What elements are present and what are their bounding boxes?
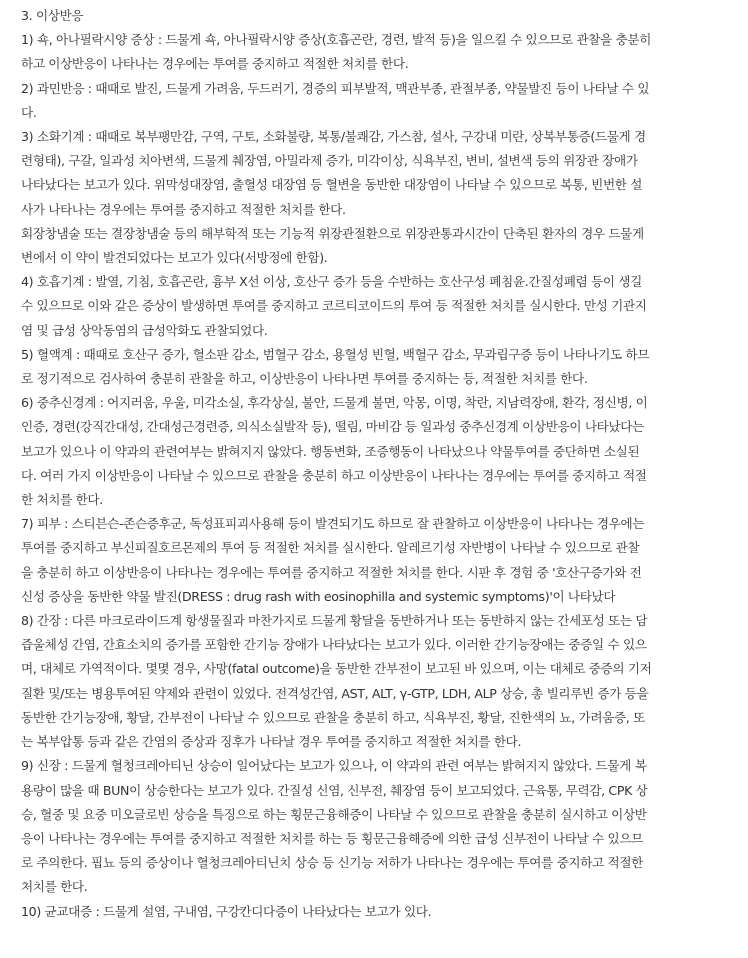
- text-line: 처치를 한다.: [21, 879, 88, 895]
- text-line: 회장창냄술 또는 결장창냄술 등의 해부학적 또는 기능적 위장관절환으로 위장관통과시간이 단축된 환자의 경우 드물게: [21, 225, 644, 241]
- text-line: 나타났다는 보고가 있다. 위막성대장염, 출혈성 대장염 등 혈변을 동반한 대장염이 나타날 수 있으므로 복통, 빈번한 설: [21, 177, 643, 193]
- text-line: 용량이 많을 때 BUN이 상승한다는 보고가 있다. 간질성 신염, 신부전, 췌장염 등이 보고되었다. 근육통, 무력감, CPK 상: [21, 782, 648, 798]
- text-line: 며, 대체로 가역적이다. 몇몇 경우, 사망(fatal outcome)을 동반한 간부전이 보고된 바 있으며, 이는 대체로 중증의 기저: [21, 661, 652, 677]
- text-line: 즙울체성 간염, 간효소치의 증가를 포함한 간기능 장애가 나타났다는 보고가 있다. 이러한 간기능장애는 중증일 수 있으: [21, 637, 647, 653]
- text-line: 다.: [21, 104, 37, 120]
- text-line: 하고 이상반응이 나타나는 경우에는 투여를 중지하고 적절한 처치를 한다.: [21, 56, 409, 72]
- text-line: 염 및 급성 상악동염의 급성악화도 관찰되었다.: [21, 322, 268, 338]
- text-line: 수 있으므로 이와 같은 증상이 발생하면 투여를 중지하고 코르티코이드의 투여 등 적절한 처치를 실시한다. 만성 기관지: [21, 298, 647, 314]
- text-line: 3) 소화기계 : 때때로 복부팽만감, 구역, 구토, 소화불량, 복통/불쾌감, 가스참, 설사, 구강내 미란, 상복부통증(드물게 경: [21, 129, 646, 145]
- text-line: 변에서 이 약이 발견되었다는 보고가 있다(서방정에 한함).: [21, 250, 328, 266]
- text-line: 동반한 간기능장애, 황달, 간부전이 나타날 수 있으므로 관찰을 충분히 하고, 식욕부진, 황달, 진한색의 뇨, 가려움증, 또: [21, 709, 645, 725]
- text-line: 2) 과민반응 : 때때로 발진, 드물게 가려움, 두드러기, 경증의 피부발적, 맥관부종, 관절부종, 약물발진 등이 나타날 수 있: [21, 80, 650, 96]
- text-line: 6) 중추신경계 : 어지러움, 우울, 미각소실, 후각상실, 불안, 드물게 불면, 악몽, 이명, 착란, 지남력장애, 환각, 정신병, 이: [21, 395, 648, 411]
- text-line: 승, 혈중 및 요중 미오글로빈 상승을 특징으로 하는 횡문근융해증이 나타날 수 있으므로 관찰을 충분히 실시하고 이상반: [21, 806, 647, 822]
- text-line: 10) 균교대증 : 드물게 설염, 구내염, 구강칸디다증이 나타났다는 보고가 있다.: [21, 903, 432, 919]
- text-line: 사가 나타나는 경우에는 투여를 중지하고 적절한 처치를 한다.: [21, 201, 346, 217]
- text-line: 신성 증상을 동반한 약물 발진(DRESS : drug rash with eosinophilla and systemic symptoms)'이 나타났다: [21, 588, 616, 604]
- text-line: 4) 호흡기계 : 발열, 기침, 호흡곤란, 흉부 X선 이상, 호산구 증가 등을 수반하는 호산구성 폐침윤.간질성폐렴 등이 생길: [21, 274, 642, 290]
- text-line: 한 처치를 한다.: [21, 492, 103, 508]
- text-line: 는 복부압통 등과 같은 간염의 증상과 징후가 나타날 경우 투여를 중지하고 적절한 처치를 한다.: [21, 734, 522, 750]
- text-line: 1) 쇽, 아나필락시양 증상 : 드물게 쇽, 아나필락시양 증상(호흡곤란, 경련, 발적 등)을 일으킬 수 있으므로 관찰을 충분히: [21, 32, 652, 48]
- text-line: 투여를 중지하고 부신피질호르몬제의 투여 등 적절한 처치를 실시한다. 알레르기성 자반병이 나타날 수 있으므로 관찰: [21, 540, 640, 556]
- text-line: 련형태), 구갈, 일과성 치아변색, 드물게 췌장염, 아밀라제 증가, 미각이상, 식욕부진, 변비, 설변색 등의 위장관 장애가: [21, 153, 638, 169]
- text-line: 8) 간장 : 다른 마크로라이드계 항생물질과 마찬가지로 드물게 황달을 동반하거나 또는 동반하지 않는 간세포성 또는 담: [21, 613, 648, 629]
- text-line: 7) 피부 : 스티븐슨-존슨증후군, 독성표피괴사용해 등이 발견되기도 하므로 잘 관찰하고 이상반응이 나타나는 경우에는: [21, 516, 645, 532]
- text-line: 로 정기적으로 검사하여 충분히 관찰을 하고, 이상반응이 나타나면 투여를 중지하는 등, 적절한 처치를 한다.: [21, 371, 588, 387]
- text-line: 질환 및/또는 병용투여된 약제와 관련이 있었다. 전격성간염, AST, ALT, γ-GTP, LDH, ALP 상승, 총 빌리루빈 증가 등을: [21, 685, 649, 701]
- text-line: 인증, 경련(강직간대성, 간대성근경련증, 의식소실발작 등), 떨림, 마비감 등 일과성 중추신경계 이상반응이 나타났다는: [21, 419, 644, 435]
- text-line: 을 충분히 하고 이상반응이 나타나는 경우에는 투여를 중지하고 적절한 처치를 한다. 시판 후 경험 중 '호산구증가와 전: [21, 564, 642, 580]
- text-line: 9) 신장 : 드물게 혈청크레아티닌 상승이 일어났다는 보고가 있으나, 이 약과의 관련 여부는 밝혀지지 않았다. 드물게 복: [21, 758, 647, 774]
- text-line: 로 주의한다. 핍뇨 등의 증상이나 혈청크레아티닌치 상승 등 신기능 저하가 나타나는 경우에는 투여를 중지하고 적절한: [21, 855, 643, 871]
- section-heading: 3. 이상반응: [21, 8, 84, 23]
- text-line: 보고가 있으나 이 약과의 관련여부는 밝혀지지 않았다. 행동변화, 조증행동이 나타났으나 약물투여를 중단하면 소실된: [21, 443, 640, 459]
- paragraph-lines: [21, 28, 726, 924]
- text-line: 다. 여러 가지 이상반응이 나타날 수 있으므로 관찰을 충분히 하고 이상반응이 나타나는 경우에는 투여를 중지하고 적절: [21, 467, 647, 483]
- text-line: 5) 혈액계 : 때때로 호산구 증가, 혈소판 감소, 범혈구 감소, 용혈성 빈혈, 백혈구 감소, 무과립구증 등이 나타나기도 하므: [21, 346, 650, 362]
- text-line: 응이 나타나는 경우에는 투여를 중지하고 적절한 처치를 하는 등 횡문근융해증에 의한 급성 신부전이 나타날 수 있으므: [21, 830, 643, 846]
